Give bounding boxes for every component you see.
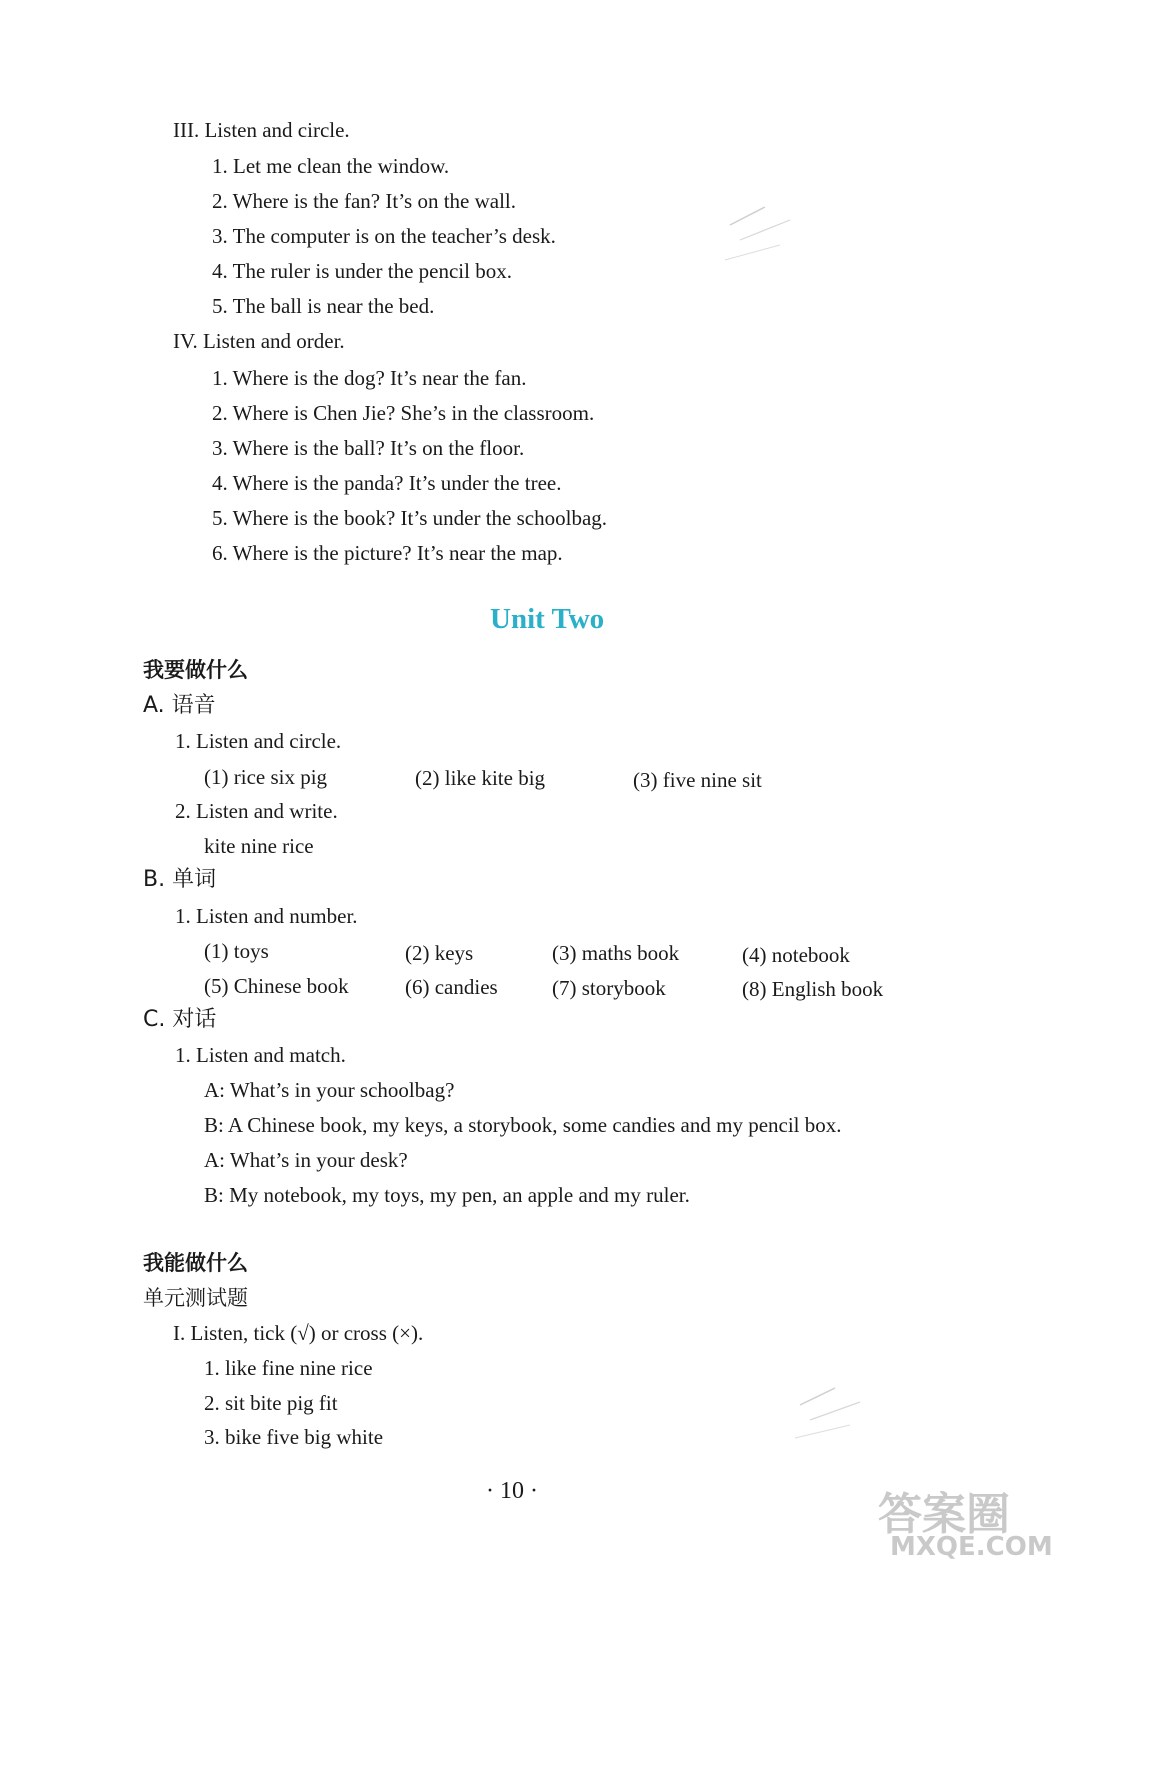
- test-item: 2. sit bite pig fit: [204, 1391, 338, 1415]
- section-b-option: (2) keys: [405, 941, 474, 965]
- section-heading-what-can-do: 我能做什么: [143, 1251, 248, 1275]
- unit-title: Unit Two: [490, 603, 605, 635]
- part4-item: 6. Where is the picture? It’s near the map.: [212, 541, 563, 565]
- section-a-words: kite nine rice: [204, 834, 314, 858]
- section-a-label: A. 语音: [143, 693, 216, 718]
- test-item: 3. bike five big white: [204, 1425, 384, 1449]
- section-b-option: (5) Chinese book: [204, 974, 349, 998]
- page-number: · 10 ·: [486, 1478, 538, 1504]
- dialogue-line: A: What’s in your desk?: [204, 1148, 408, 1172]
- part3-item: 5. The ball is near the bed.: [212, 294, 435, 318]
- part3-item: 4. The ruler is under the pencil box.: [212, 259, 512, 283]
- section-b-q1: 1. Listen and number.: [175, 904, 358, 928]
- section-b-option: (6) candies: [405, 975, 498, 999]
- dialogue-line: B: My notebook, my toys, my pen, an apple and my ruler.: [204, 1183, 690, 1207]
- part3-item: 2. Where is the fan? It’s on the wall.: [212, 189, 517, 213]
- section-b-label: B. 单词: [143, 867, 217, 892]
- unit-test-heading: 单元测试题: [143, 1286, 248, 1310]
- section-b-option: (7) storybook: [552, 976, 666, 1000]
- test-heading: I. Listen, tick (√) or cross (×).: [173, 1321, 424, 1345]
- section-b-option: (8) English book: [742, 977, 884, 1001]
- pencil-mark-icon: [720, 185, 860, 275]
- section-a-option: (1) rice six pig: [204, 765, 328, 789]
- section-c-label: C. 对话: [143, 1007, 217, 1032]
- part3-item: 3. The computer is on the teacher’s desk.: [212, 224, 556, 248]
- section-a-q1: 1. Listen and circle.: [175, 729, 342, 753]
- part3-heading: III. Listen and circle.: [173, 118, 350, 142]
- section-b-option: (4) notebook: [742, 943, 850, 967]
- part4-heading: IV. Listen and order.: [173, 329, 345, 353]
- part4-item: 5. Where is the book? It’s under the schoolbag.: [212, 506, 608, 530]
- part4-item: 1. Where is the dog? It’s near the fan.: [212, 366, 527, 390]
- section-c-q1: 1. Listen and match.: [175, 1043, 346, 1067]
- section-a-option: (3) five nine sit: [633, 768, 762, 792]
- part4-item: 2. Where is Chen Jie? She’s in the classroom.: [212, 401, 595, 425]
- dialogue-line: A: What’s in your schoolbag?: [204, 1078, 455, 1102]
- section-a-q2: 2. Listen and write.: [175, 799, 338, 823]
- pencil-mark-icon: [790, 1370, 910, 1450]
- section-a-option: (2) like kite big: [415, 766, 546, 790]
- part4-item: 3. Where is the ball? It’s on the floor.: [212, 436, 525, 460]
- watermark-url: MXQE.COM: [890, 1532, 1053, 1562]
- part3-item: 1. Let me clean the window.: [212, 154, 450, 178]
- section-heading-what-to-do: 我要做什么: [143, 658, 248, 682]
- watermark-logo: 答案圈: [878, 1489, 1010, 1540]
- section-b-option: (3) maths book: [552, 941, 680, 965]
- part4-item: 4. Where is the panda? It’s under the tree.: [212, 471, 562, 495]
- dialogue-line: B: A Chinese book, my keys, a storybook, some candies and my pencil box.: [204, 1113, 842, 1137]
- test-item: 1. like fine nine rice: [204, 1356, 373, 1380]
- section-b-option: (1) toys: [204, 939, 269, 963]
